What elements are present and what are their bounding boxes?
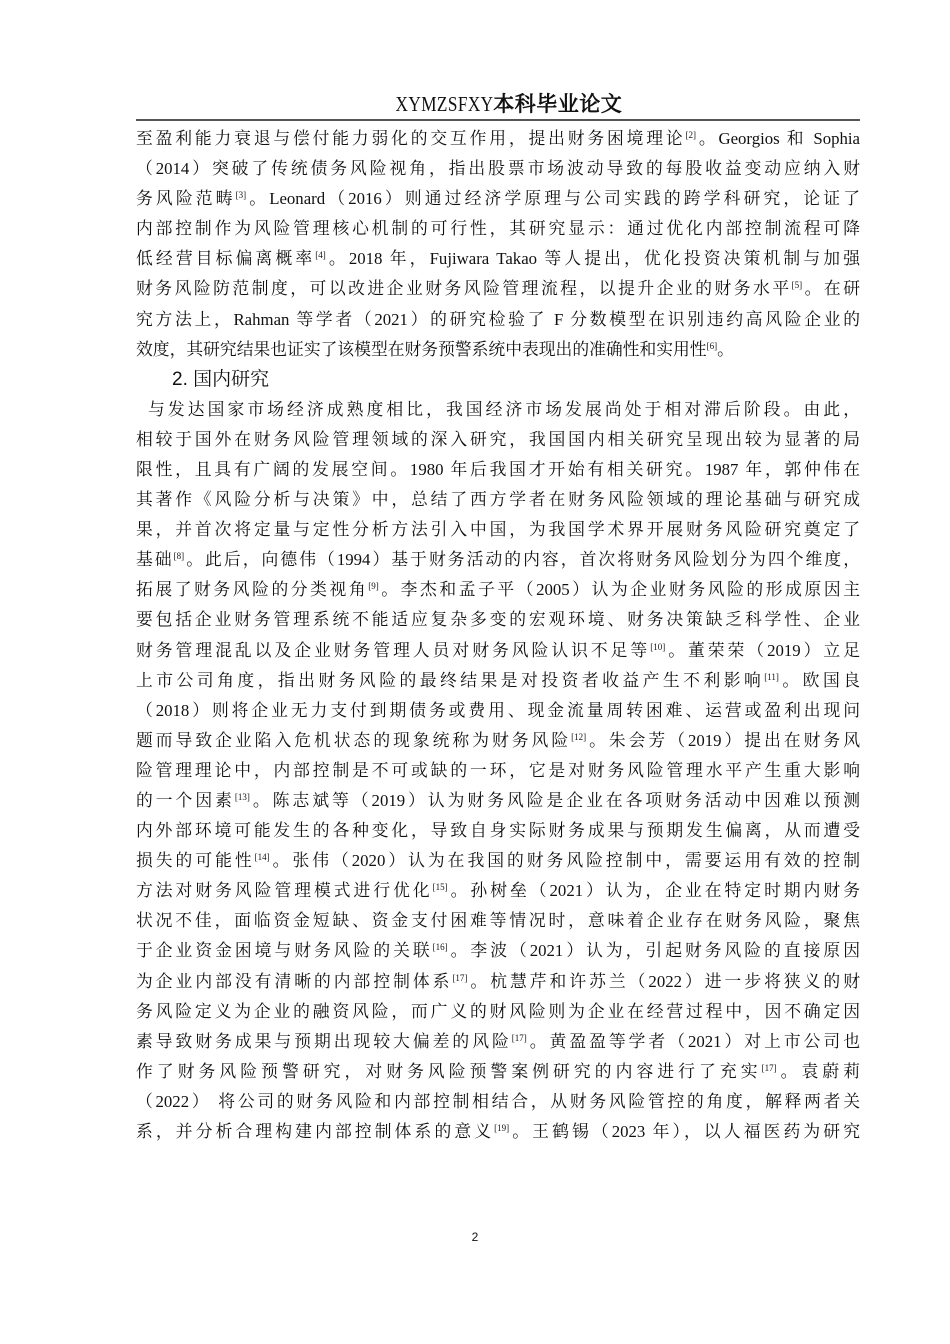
line-text: 财务管理混乱以及企业财务管理人员对财务风险认识不足等: [136, 640, 651, 660]
page-header: [136, 91, 860, 117]
line-text-tail: 。黄盈盈等学者（2021）对上市公司也: [526, 1031, 860, 1051]
citation-ref: [6]: [706, 340, 718, 351]
line-text: 系，并分析合理构建内部控制体系的意义: [136, 1122, 495, 1141]
line-text: 相较于国外在财务风险管理领域的深入研究，我国国内相关研究呈现出较为显著的局: [136, 429, 860, 449]
line-text: 财务风险防范制度，可以改进企业财务风险管理流程，以提升企业的财务水平: [136, 279, 792, 299]
text-line: [136, 997, 860, 1027]
citation-ref: [8]: [173, 551, 185, 562]
line-text: 究方法上，Rahman 等学者（2021）的研究检验了 F 分数模型在识别违约高风险企业的: [136, 309, 860, 329]
line-text: 要包括企业财务管理系统不能适应复杂多变的宏观环境、财务决策缺乏科学性、企业: [136, 610, 860, 630]
citation-ref: [11]: [764, 671, 779, 682]
citation-ref: [13]: [234, 791, 250, 802]
domestic-research-paragraph: [136, 395, 860, 1147]
foreign-research-continued: [136, 124, 860, 365]
text-line: [136, 1087, 860, 1117]
line-text-tail: 。董荣荣（2019）立足: [665, 640, 860, 660]
text-line: [136, 184, 860, 214]
text-line: [136, 1057, 860, 1087]
line-text: 低经营目标偏离概率: [136, 249, 316, 269]
text-line: [136, 395, 860, 425]
citation-ref: [17]: [511, 1032, 527, 1043]
text-line: [136, 605, 860, 635]
line-text-tail: 。孙树垒（2021）认为，企业在特定时期内财务: [447, 881, 860, 901]
line-text: （2014）突破了传统债务风险视角，指出股票市场波动导致的每股收益变动应纳入财: [136, 159, 860, 179]
text-line: [136, 816, 860, 846]
line-text: 上市公司角度，指出财务风险的最终结果是对投资者收益产生不利影响: [136, 670, 765, 690]
line-text-tail: 。Georgios 和 Sophia: [695, 129, 860, 148]
line-text-tail: 。Leonard（2016）则通过经济学原理与公司实践的跨学科研究，论证了: [246, 189, 860, 209]
line-text-tail: 。: [717, 339, 734, 359]
citation-ref: [3]: [235, 190, 247, 201]
line-text: （2022） 将公司的财务风险和内部控制相结合，从财务风险管控的角度，解释两者关: [136, 1091, 860, 1111]
line-text: 方法对财务风险管理模式进行优化: [136, 881, 433, 901]
line-text: 险管理理论中，内部控制是不可或缺的一环，它是对财务风险管理水平产生重大影响: [136, 760, 860, 780]
line-text-tail: 。袁蔚莉: [776, 1061, 860, 1081]
text-line: [136, 455, 860, 485]
line-text: 状况不佳，面临资金短缺、资金支付困难等情况时，意味着企业存在财务风险，聚焦: [136, 911, 860, 931]
citation-ref: [19]: [494, 1123, 510, 1133]
header-latin-title: XYMZSFXY: [395, 92, 494, 116]
line-text-tail: 。杭慧芹和许苏兰（2022）进一步将狭义的财: [467, 971, 860, 991]
line-text: 务风险范畴: [136, 189, 236, 209]
text-line: [136, 545, 860, 575]
text-line: [136, 846, 860, 876]
text-line: [136, 876, 860, 906]
line-text: 题而导致企业陷入危机状态的现象统称为财务风险: [136, 730, 572, 750]
text-line: [136, 305, 860, 335]
page-number: 2: [471, 1230, 479, 1244]
line-text: 内外部环境可能发生的各种变化，导致自身实际财务成果与预期发生偏离，从而遭受: [136, 821, 860, 841]
citation-ref: [12]: [571, 731, 587, 742]
text-line: [136, 515, 860, 545]
text-line: [136, 906, 860, 936]
text-line: [136, 666, 860, 696]
line-text: 与发达国家市场经济成熟度相比，我国经济市场发展尚处于相对滞后阶段。由此，: [148, 399, 860, 419]
text-line: [136, 1117, 860, 1147]
line-text: 为企业内部没有清晰的内部控制体系: [136, 971, 453, 991]
line-text: 素导致财务成果与预期出现较大偏差的风险: [136, 1031, 512, 1051]
line-text: 至盈利能力衰退与偿付能力弱化的交互作用，提出财务困境理论: [136, 129, 686, 148]
text-line: [136, 274, 860, 304]
text-line: [136, 936, 860, 966]
line-text: 拓展了财务风险的分类视角: [136, 580, 369, 600]
line-text: 务风险定义为企业的融资风险，而广义的财风险则为企业在经营过程中，因不确定因: [136, 1001, 860, 1021]
document-body: [136, 124, 860, 1147]
text-line: [136, 485, 860, 515]
line-text: 基础: [136, 550, 174, 570]
line-text-tail: 。张伟（2020）认为在我国的财务风险控制中，需要运用有效的控制: [269, 851, 860, 871]
citation-ref: [15]: [432, 882, 448, 893]
citation-ref: [5]: [791, 280, 803, 291]
text-line: [136, 756, 860, 786]
line-text: 限性，且具有广阔的发展空间。1980 年后我国才开始有相关研究。1987 年，郭仲伟在: [136, 459, 860, 479]
line-text-tail: 。李波（2021）认为，引起财务风险的直接原因: [447, 941, 860, 961]
text-line: [136, 967, 860, 997]
text-line: [136, 335, 860, 365]
citation-ref: [17]: [452, 972, 468, 983]
line-text: 效度，其研究结果也证实了该模型在财务预警系统中表现出的准确性和实用性: [136, 339, 707, 359]
line-text-tail: 。李杰和孟子平（2005）认为企业财务风险的形成原因主: [378, 580, 860, 600]
citation-ref: [10]: [650, 641, 666, 652]
section-heading: 2. 国内研究: [172, 368, 270, 390]
text-line: [136, 575, 860, 605]
text-line: [136, 1027, 860, 1057]
text-line: [136, 124, 860, 154]
line-text-tail: 。2018 年，Fujiwara Takao 等人提出，优化投资决策机制与加强: [325, 249, 860, 269]
line-text-tail: 。欧国良: [778, 670, 860, 690]
line-text: 作了财务风险预警研究，对财务风险预警案例研究的内容进行了充实: [136, 1061, 762, 1081]
citation-ref: [16]: [432, 942, 448, 953]
text-line: [136, 425, 860, 455]
header-rule: [136, 119, 860, 121]
line-text: 果，并首次将定量与定性分析方法引入中国，为我国学术界开展财务风险研究奠定了: [136, 520, 860, 540]
line-text: 于企业资金困境与财务风险的关联: [136, 941, 433, 961]
text-line: [136, 636, 860, 666]
citation-ref: [17]: [761, 1062, 777, 1073]
line-text-tail: 。王鹤锡（2023 年），以人福医药为研究: [509, 1122, 860, 1141]
line-text-tail: 。朱会芳（2019）提出在财务风: [586, 730, 860, 750]
line-text: 其著作《风险分析与决策》中，总结了西方学者在财务风险领域的理论基础与研究成: [136, 490, 860, 510]
text-line: [136, 786, 860, 816]
line-text: （2018）则将企业无力支付到期债务或费用、现金流量周转困难、运营或盈利出现问: [136, 700, 860, 720]
header-chinese-title: 本科毕业论文: [493, 92, 623, 116]
text-line: [136, 244, 860, 274]
line-text-tail: 。陈志斌等（2019）认为财务风险是企业在各项财务活动中因难以预测: [249, 790, 860, 810]
citation-ref: [2]: [685, 130, 696, 140]
citation-ref: [9]: [368, 581, 379, 592]
line-text: 的一个因素: [136, 790, 235, 810]
citation-ref: [4]: [315, 250, 326, 261]
citation-ref: [14]: [254, 852, 270, 863]
text-line: [136, 214, 860, 244]
line-text-tail: 。此后，向德伟（1994）基于财务活动的内容，首次将财务风险划分为四个维度，: [184, 550, 860, 570]
line-text: 内部控制作为风险管理核心机制的可行性，其研究显示：通过优化内部控制流程可降: [136, 219, 860, 239]
text-line: [136, 154, 860, 184]
text-line: [136, 696, 860, 726]
line-text: 损失的可能性: [136, 851, 255, 871]
line-text-tail: 。在研: [802, 279, 860, 299]
text-line: [136, 726, 860, 756]
